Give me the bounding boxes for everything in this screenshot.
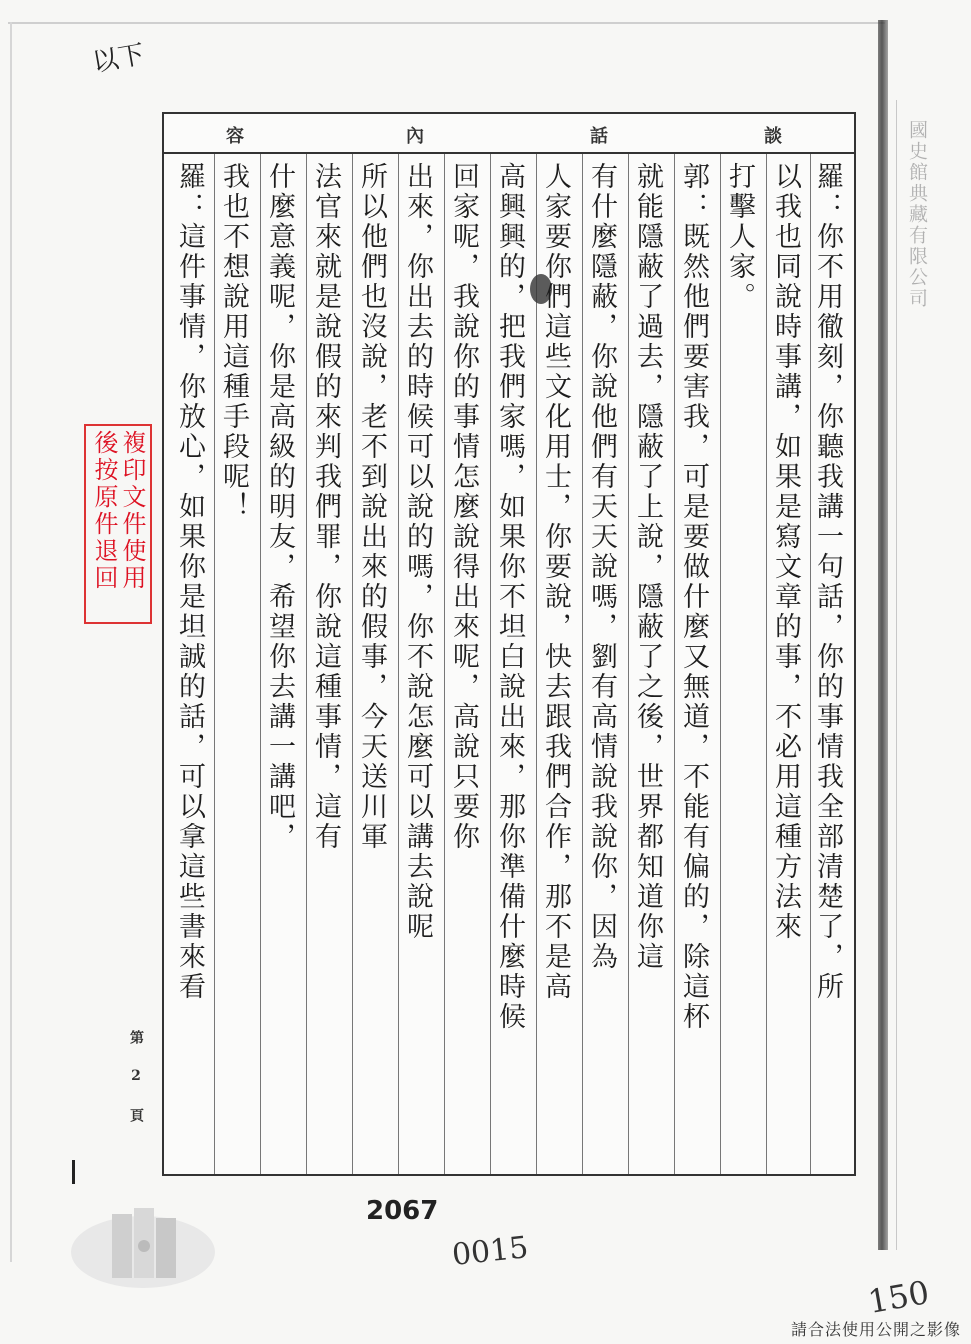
archive-logo xyxy=(68,1200,218,1292)
document-number: 2067 xyxy=(366,1196,439,1226)
interview-form xyxy=(162,112,856,1176)
handwritten-column: 法官來就是說假的來判我們罪，你說這種事情，這有 xyxy=(310,162,341,852)
column-rule xyxy=(582,154,583,1174)
header-char: 內 xyxy=(406,126,424,147)
scan-border-left xyxy=(10,22,12,1262)
column-rule xyxy=(214,154,215,1174)
handwritten-column: 有什麼隱蔽，你說他們有天天說嗎，劉有高情說我說你，因為 xyxy=(586,162,617,972)
column-rule xyxy=(674,154,675,1174)
right-margin-stamp: 國史館典藏有限公司 xyxy=(906,120,928,309)
handwritten-column: 羅：你不用徹刻，你聽我講一句話，你的事情我全部清楚了，所 xyxy=(812,162,843,1002)
handwritten-column: 羅：這件事情，你放心，如果你是坦誠的話，可以拿這些書來看 xyxy=(174,162,205,1002)
binding-edge xyxy=(878,20,888,1250)
column-rule xyxy=(490,154,491,1174)
column-rule xyxy=(536,154,537,1174)
handwritten-column: 所以他們也沒說，老不到說出來的假事，今天送川軍 xyxy=(356,162,387,852)
column-rule xyxy=(810,154,811,1174)
column-rule xyxy=(766,154,767,1174)
handwritten-column: 人家要你們這些文化用士，你要說，快去跟我們合作，那不是高 xyxy=(540,162,571,1002)
stamp-line: 後按原件退回 xyxy=(90,430,118,592)
handwritten-column: 以我也同說時事講，如果是寫文章的事，不必用這種方法來 xyxy=(770,162,801,942)
header-char: 談 xyxy=(764,126,782,147)
stamp-line: 複印文件使用 xyxy=(118,430,146,592)
handwritten-column: 就能隱蔽了過去，隱蔽了上說，隱蔽了之後，世界都知道你這 xyxy=(632,162,663,972)
header-char: 容 xyxy=(226,126,244,147)
corner-handwritten-number: 150 xyxy=(865,1272,932,1322)
header-char: 話 xyxy=(590,126,608,147)
handwritten-column: 我也不想說用這種手段呢！ xyxy=(218,162,249,522)
column-rule xyxy=(444,154,445,1174)
handwritten-column: 回家呢，我說你的事情怎麼說得出來呢，高說只要你 xyxy=(448,162,479,852)
bracket-mark xyxy=(72,1160,75,1184)
handwritten-annotation: 以下 xyxy=(90,39,147,79)
page-number: 第2頁 xyxy=(128,1030,144,1146)
handwritten-column: 高興興的，把我們家嗎，如果你不坦白說出來，那你準備什麼時候 xyxy=(494,162,525,1032)
copy-stamp xyxy=(84,424,152,624)
column-rule xyxy=(260,154,261,1174)
handwritten-column: 打擊人家。 xyxy=(724,162,755,312)
handwritten-column: 出來，你出去的時候可以說的嗎，你不說怎麼可以講去說呢 xyxy=(402,162,433,942)
form-header xyxy=(164,114,854,154)
handwritten-page-number: 0015 xyxy=(450,1230,530,1273)
column-rule xyxy=(352,154,353,1174)
column-rule xyxy=(720,154,721,1174)
handwritten-column: 郭：既然他們要害我，可是要做什麼又無道，不能有偏的，除這杯 xyxy=(678,162,709,1032)
column-rule xyxy=(306,154,307,1174)
column-rule xyxy=(398,154,399,1174)
footer-note: 請合法使用公開之影像 xyxy=(790,1320,961,1339)
scan-border-top xyxy=(8,22,885,24)
handwritten-column: 什麼意義呢，你是高級的明友，希望你去講一講吧， xyxy=(264,162,295,852)
column-rule xyxy=(628,154,629,1174)
